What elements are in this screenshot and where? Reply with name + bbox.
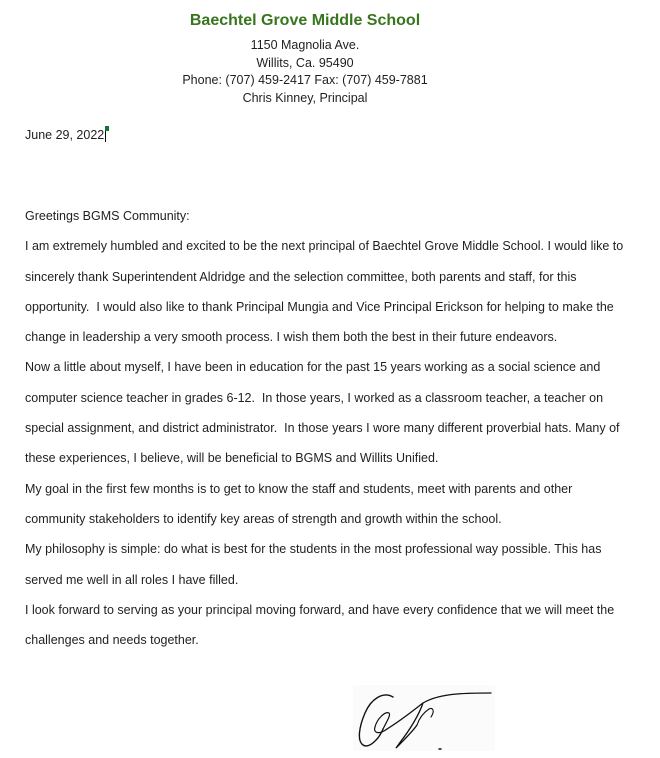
paragraph-closing: I look forward to serving as your principal moving forward, and have every confidence that we will meet the challenges and needs together. — [25, 602, 618, 648]
letterhead — [0, 10, 610, 107]
school-name: Baechtel Grove Middle School — [189, 12, 421, 29]
school-city: Willits, Ca. 95490 — [256, 55, 354, 70]
collaborator-cursor-flag — [105, 126, 109, 131]
paragraph-introduction: I am extremely humbled and excited to be the next principal of Baechtel Grove Middle School. I would like to sincerely thank Superintendent Aldridge and the selection committee, both parents and staff, for this opportunity. I would also like to thank Principal Mungia and Vice Principal Erickson for helping to make the change in leadership a very smooth process. I wish them both the best in their future endeavors. — [25, 239, 627, 345]
letter-date-line[interactable] — [25, 127, 106, 143]
greeting: Greetings BGMS Community: — [25, 209, 190, 223]
letter-body[interactable] — [25, 201, 625, 655]
paragraph-goals: My goal in the first few months is to get to know the staff and students, meet with parents and other community stakeholders to identify key areas of strength and growth within the school. — [25, 481, 576, 526]
school-contact: Phone: (707) 459-2417 Fax: (707) 459-7881 — [182, 73, 428, 88]
paragraph-philosophy: My philosophy is simple: do what is best for the students in the most professional way possible. This has served me well in all roles I have filled. — [25, 542, 605, 587]
letter-date: June 29, 2022 — [25, 128, 105, 142]
school-address: 1150 Magnolia Ave. — [250, 38, 360, 52]
text-cursor — [105, 127, 106, 142]
paragraph-background: Now a little about myself, I have been in education for the past 15 years working as a social science and computer science teacher in grades 6-12. In those years, I worked as a classroom teacher, a teacher on special assignment, and district administrator. In those years I wore many different proverbial hats. Many of these experiences, I believe, will be beneficial to BGMS and Willits Unified. — [25, 360, 623, 466]
principal-name: Chris Kinney, Principal — [242, 90, 368, 105]
signature-image — [353, 685, 495, 751]
